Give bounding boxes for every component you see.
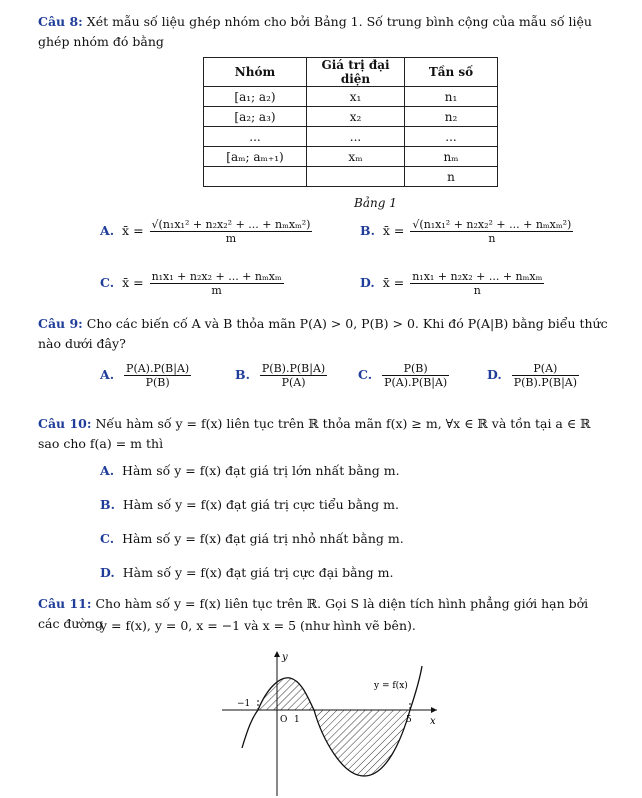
q10-option-b[interactable]	[100, 496, 399, 514]
option-text: Hàm số y = f(x) đạt giá trị nhỏ nhất bằng m.	[122, 531, 404, 546]
fraction-denominator: P(A)	[281, 376, 306, 389]
fraction-numerator: n₁x₁ + n₂x₂ + ... + nₘxₘ	[151, 270, 282, 283]
option-letter: A.	[100, 367, 115, 382]
q10-option-c[interactable]	[100, 530, 404, 548]
q8-option-a[interactable]	[100, 218, 314, 245]
question-10	[38, 414, 612, 454]
option-letter: B.	[360, 223, 375, 238]
q8-option-c[interactable]	[100, 270, 286, 297]
question-8-text: Xét mẫu số liệu ghép nhóm cho bởi Bảng 1. Số trung bình cộng của mẫu số liệu ghép nhóm đó bằng	[38, 14, 592, 49]
q8-option-d[interactable]	[360, 270, 546, 297]
table-cell: [a₁; a₂)	[204, 87, 307, 107]
x-axis-label: x	[430, 716, 436, 727]
option-fraction	[410, 270, 544, 297]
question-11-text-line2: y = f(x), y = 0, x = −1 và x = 5 (như hình vẽ bên).	[100, 618, 416, 633]
option-fraction	[124, 362, 191, 389]
option-letter: D.	[360, 275, 375, 290]
q9-option-b[interactable]	[235, 362, 329, 389]
question-11-label: Câu 11:	[38, 596, 92, 611]
option-fraction	[150, 218, 313, 245]
tick-label: 5	[406, 715, 412, 725]
table-cell: ...	[307, 127, 405, 147]
q10-option-d[interactable]	[100, 564, 393, 582]
question-9-label: Câu 9:	[38, 316, 83, 331]
fraction-denominator: P(B)	[145, 376, 170, 389]
question-9-text: Cho các biến cố A và B thỏa mãn P(A) > 0, P(B) > 0. Khi đó P(A|B) bằng biểu thức nào dưới đây?	[38, 316, 608, 351]
option-fraction	[410, 218, 573, 245]
option-fraction	[260, 362, 327, 389]
option-fraction	[512, 362, 579, 389]
curve-label: y = f(x)	[374, 681, 408, 691]
function-graph	[222, 648, 442, 798]
x-axis-arrow	[431, 707, 437, 713]
q9-option-a[interactable]	[100, 362, 193, 389]
table-row	[204, 167, 498, 187]
option-letter: D.	[487, 367, 502, 382]
table-row	[204, 107, 498, 127]
y-axis-label: y	[282, 652, 288, 663]
question-10-text: Nếu hàm số y = f(x) liên tục trên ℝ thỏa mãn f(x) ≥ m, ∀x ∈ ℝ và tồn tại a ∈ ℝ sao cho f(a) = m thì	[38, 416, 591, 451]
table-row	[204, 127, 498, 147]
option-fraction	[382, 362, 449, 389]
option-text: Hàm số y = f(x) đạt giá trị cực đại bằng m.	[122, 565, 394, 580]
table-row	[204, 147, 498, 167]
fraction-numerator: √(n₁x₁² + n₂x₂² + ... + nₘxₘ²)	[151, 218, 311, 231]
fraction-denominator: n	[473, 284, 481, 297]
table-cell: x₁	[307, 87, 405, 107]
fraction-denominator: P(A).P(B|A)	[384, 376, 448, 389]
table-cell: ...	[204, 127, 307, 147]
fraction-denominator: m	[225, 232, 237, 245]
table-caption: Bảng 1	[354, 196, 397, 210]
option-letter: A.	[100, 223, 115, 238]
y-axis-arrow	[274, 651, 280, 657]
fraction-numerator: P(A)	[512, 362, 579, 376]
table-cell: n₂	[405, 107, 498, 127]
tick-label: −1	[237, 699, 251, 709]
shaded-region	[314, 710, 410, 776]
option-lhs: x̄ =	[382, 223, 405, 238]
option-lhs: x̄ =	[122, 275, 144, 290]
q9-option-c[interactable]	[358, 362, 451, 389]
fraction-numerator: P(A).P(B|A)	[126, 362, 190, 375]
frequency-table	[203, 57, 498, 187]
option-letter: D.	[100, 565, 115, 580]
table-cell: nₘ	[405, 147, 498, 167]
table-row	[204, 87, 498, 107]
table-cell: x₂	[307, 107, 405, 127]
fraction-numerator: √(n₁x₁² + n₂x₂² + ... + nₘxₘ²)	[412, 218, 572, 231]
question-8-label: Câu 8:	[38, 14, 83, 29]
fraction-numerator: P(B).P(B|A)	[261, 362, 326, 375]
table-header: Giá trị đại diện	[307, 58, 405, 87]
table-cell: xₘ	[307, 147, 405, 167]
q9-option-d[interactable]	[487, 362, 581, 389]
option-letter: C.	[358, 367, 373, 382]
fraction-numerator: P(B)	[382, 362, 449, 376]
q8-option-b[interactable]	[360, 218, 575, 245]
option-letter: C.	[100, 531, 115, 546]
fraction-denominator: P(B).P(B|A)	[513, 376, 578, 389]
table-cell: [a₂; a₃)	[204, 107, 307, 127]
option-letter: B.	[235, 367, 250, 382]
fraction-denominator: m	[211, 284, 222, 297]
table-header: Nhóm	[204, 58, 307, 87]
question-11-text: Cho hàm số y = f(x) liên tục trên ℝ. Gọi S là diện tích hình phẳng giới hạn bởi các đường	[38, 596, 589, 631]
fraction-numerator: n₁x₁ + n₂x₂ + ... + nₘxₘ	[412, 270, 543, 283]
table-cell	[204, 167, 307, 187]
option-lhs: x̄ =	[382, 275, 405, 290]
table-cell: n₁	[405, 87, 498, 107]
table-header: Tần số	[405, 58, 498, 87]
option-letter: C.	[100, 275, 115, 290]
origin-label: O	[280, 715, 288, 725]
question-9	[38, 314, 612, 354]
fraction-denominator: n	[488, 232, 496, 245]
option-fraction	[150, 270, 284, 297]
option-letter: B.	[100, 497, 115, 512]
q10-option-a[interactable]	[100, 462, 400, 480]
question-8	[38, 12, 612, 52]
question-10-label: Câu 10:	[38, 416, 92, 431]
table-cell: [aₘ; aₘ₊₁)	[204, 147, 307, 167]
table-cell	[307, 167, 405, 187]
table-header-row	[204, 58, 498, 87]
table-cell: n	[405, 167, 498, 187]
option-text: Hàm số y = f(x) đạt giá trị lớn nhất bằng m.	[122, 463, 400, 478]
table-cell: ...	[405, 127, 498, 147]
option-text: Hàm số y = f(x) đạt giá trị cực tiểu bằng m.	[122, 497, 399, 512]
tick-label: 1	[294, 715, 300, 725]
option-lhs: x̄ =	[122, 223, 144, 238]
option-letter: A.	[100, 463, 115, 478]
